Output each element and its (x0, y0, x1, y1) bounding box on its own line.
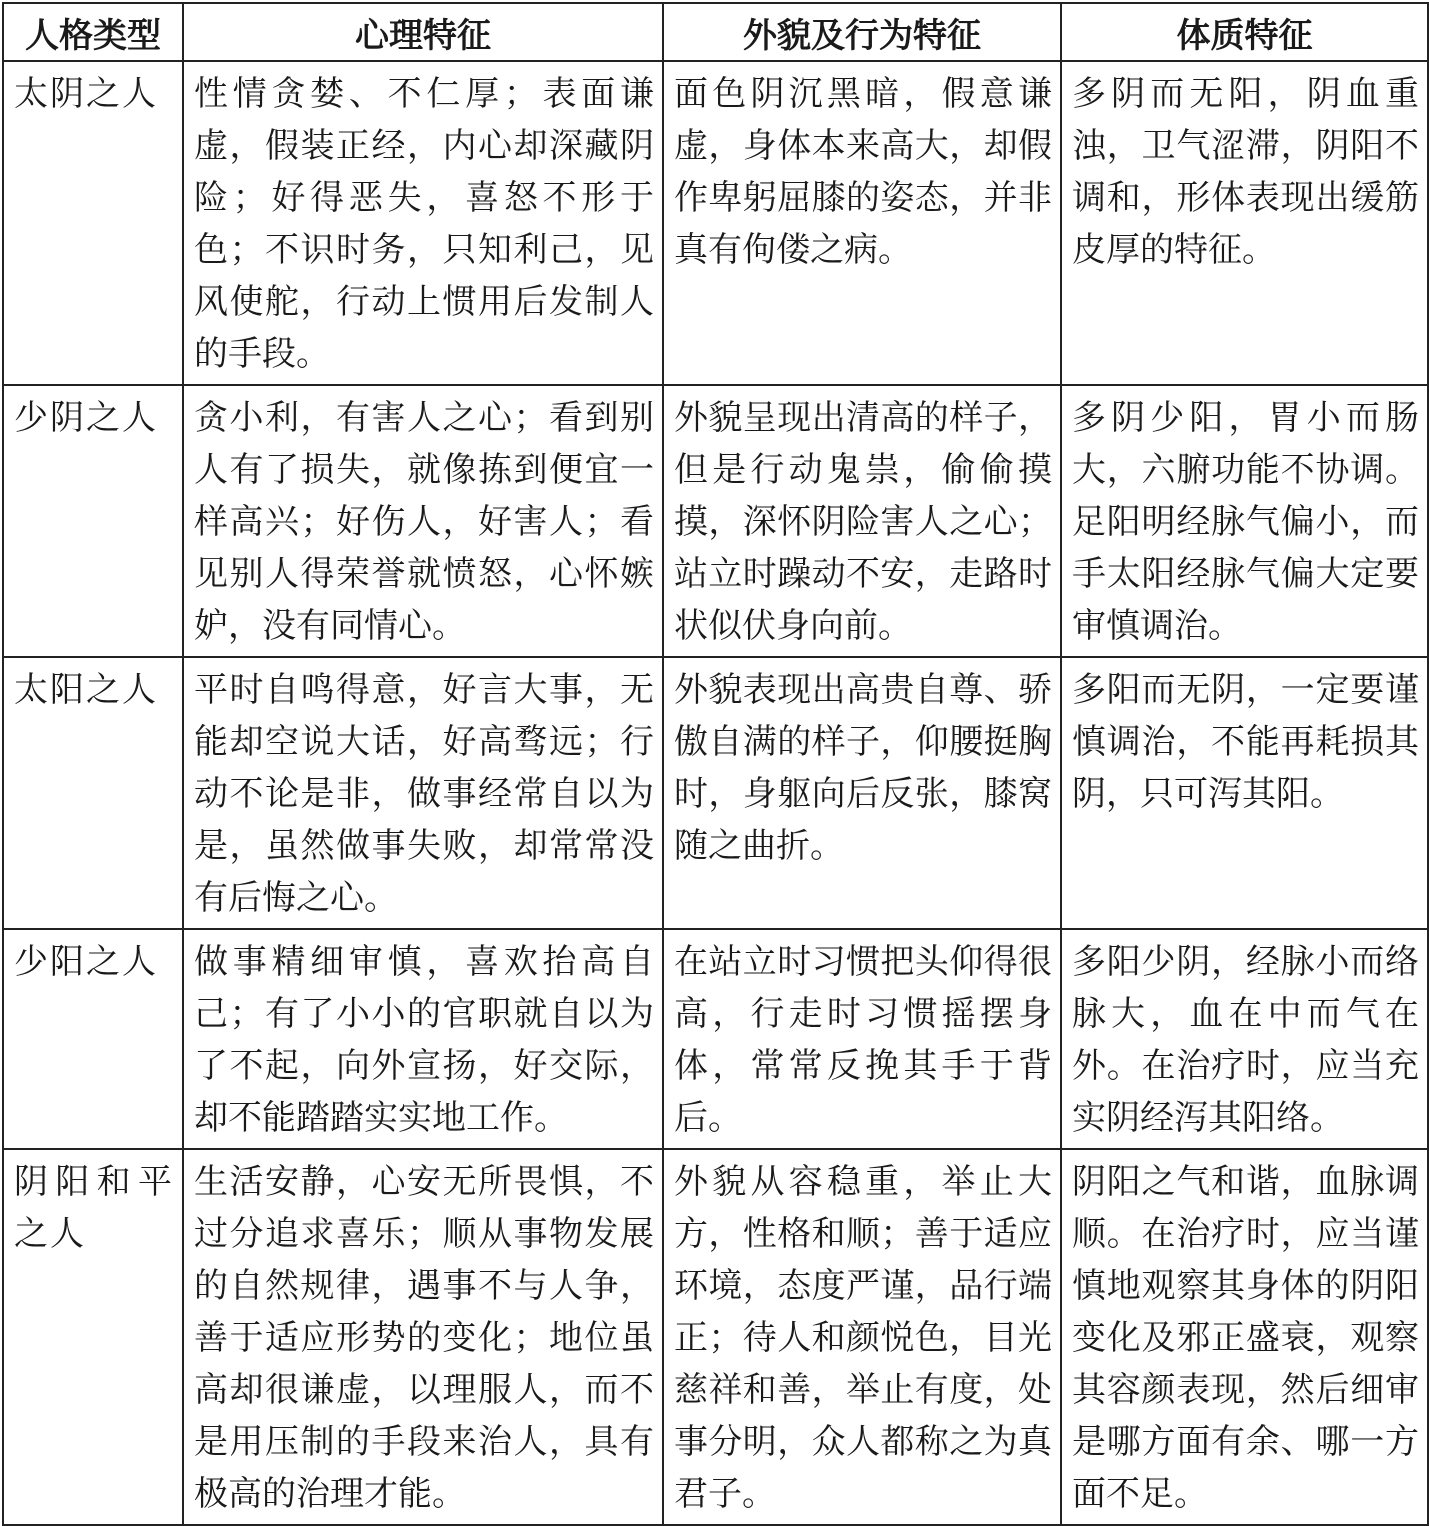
type-cell: 太阳之人 (3, 657, 183, 929)
table-row (3, 657, 1428, 929)
constitution-cell: 阴阳之气和谐，血脉调顺。在治疗时，应当谨慎地观察其身体的阴阳变化及邪正盛衰，观察其容颜表现，然后细审是哪方面有余、哪一方面不足。 (1061, 1149, 1428, 1525)
constitution-cell: 多阴而无阳，阴血重浊，卫气涩滞，阴阳不调和，形体表现出缓筋皮厚的特征。 (1061, 61, 1428, 385)
type-cell: 太阴之人 (3, 61, 183, 385)
type-cell: 少阳之人 (3, 929, 183, 1149)
psych-cell: 平时自鸣得意，好言大事，无能却空说大话，好高骛远；行动不论是非，做事经常自以为是，虽然做事失败，却常常没有后悔之心。 (183, 657, 663, 929)
table-row (3, 1149, 1428, 1525)
appearance-cell: 外貌表现出高贵自尊、骄傲自满的样子，仰腰挺胸时，身躯向后反张，膝窝随之曲折。 (663, 657, 1061, 929)
psych-cell: 做事精细审慎，喜欢抬高自己；有了小小的官职就自以为了不起，向外宣扬，好交际，却不能踏踏实实地工作。 (183, 929, 663, 1149)
personality-type-table (2, 2, 1429, 1526)
table-row (3, 929, 1428, 1149)
type-cell: 阴阳和平之人 (3, 1149, 183, 1525)
constitution-cell: 多阳少阴，经脉小而络脉大，血在中而气在外。在治疗时，应当充实阴经泻其阳络。 (1061, 929, 1428, 1149)
header-row (3, 3, 1428, 61)
header-personality-type: 人格类型 (3, 3, 183, 61)
header-psychological-traits: 心理特征 (183, 3, 663, 61)
psych-cell: 生活安静，心安无所畏惧，不过分追求喜乐；顺从事物发展的自然规律，遇事不与人争，善于适应形势的变化；地位虽高却很谦虚，以理服人，而不是用压制的手段来治人，具有极高的治理才能。 (183, 1149, 663, 1525)
appearance-cell: 外貌呈现出清高的样子，但是行动鬼祟，偷偷摸摸，深怀阴险害人之心；站立时躁动不安，走路时状似伏身向前。 (663, 385, 1061, 657)
header-appearance-behavior-traits: 外貌及行为特征 (663, 3, 1061, 61)
table-row (3, 61, 1428, 385)
table-row (3, 385, 1428, 657)
appearance-cell: 外貌从容稳重，举止大方，性格和顺；善于适应环境，态度严谨，品行端正；待人和颜悦色，目光慈祥和善，举止有度，处事分明，众人都称之为真君子。 (663, 1149, 1061, 1525)
type-cell: 少阴之人 (3, 385, 183, 657)
appearance-cell: 面色阴沉黑暗，假意谦虚，身体本来高大，却假作卑躬屈膝的姿态，并非真有佝偻之病。 (663, 61, 1061, 385)
psych-cell: 贪小利，有害人之心；看到别人有了损失，就像拣到便宜一样高兴；好伤人，好害人；看见别人得荣誉就愤怒，心怀嫉妒，没有同情心。 (183, 385, 663, 657)
constitution-cell: 多阴少阳，胃小而肠大，六腑功能不协调。足阳明经脉气偏小，而手太阳经脉气偏大定要审慎调治。 (1061, 385, 1428, 657)
appearance-cell: 在站立时习惯把头仰得很高，行走时习惯摇摆身体，常常反挽其手于背后。 (663, 929, 1061, 1149)
psych-cell: 性情贪婪、不仁厚；表面谦虚，假装正经，内心却深藏阴险；好得恶失，喜怒不形于色；不识时务，只知利己，见风使舵，行动上惯用后发制人的手段。 (183, 61, 663, 385)
constitution-cell: 多阳而无阴，一定要谨慎调治，不能再耗损其阴，只可泻其阳。 (1061, 657, 1428, 929)
header-constitution-traits: 体质特征 (1061, 3, 1428, 61)
